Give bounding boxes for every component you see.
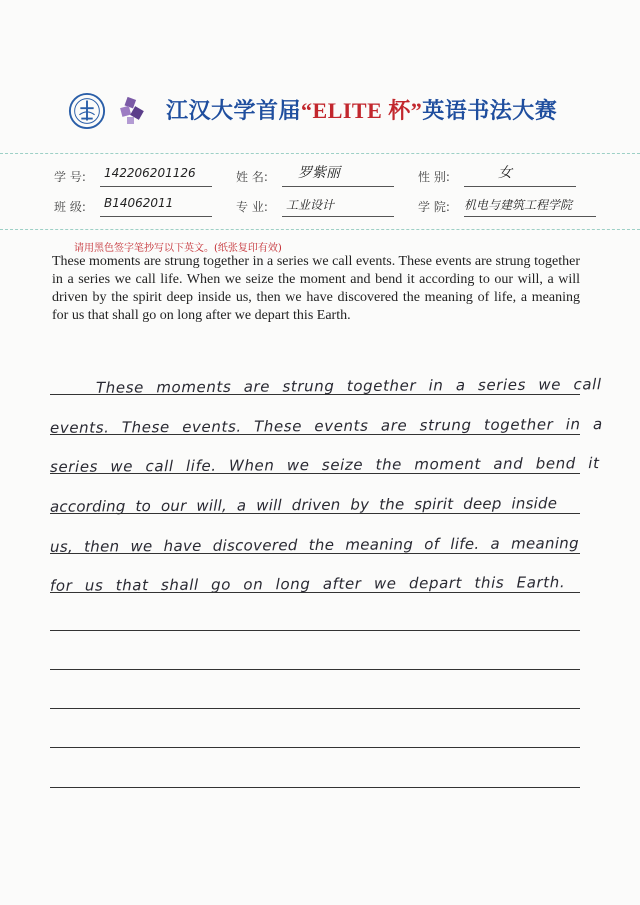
title-elite: “ELITE 杯”	[301, 98, 423, 123]
handwriting-line-6: for us that shall go on long after we depart this Earth.	[49, 573, 566, 595]
gender-label: 性 别:	[418, 170, 450, 184]
ruled-line-8	[50, 669, 580, 670]
university-seal-icon	[68, 92, 106, 130]
contest-logo-icon	[118, 96, 148, 126]
ruled-line-3	[50, 473, 580, 474]
student-id-value: 142206201126	[104, 166, 196, 180]
ruled-line-10	[50, 747, 580, 748]
ruled-line-11	[50, 787, 580, 788]
divider-bottom	[0, 229, 640, 230]
ruled-line-7	[50, 630, 580, 631]
ruled-line-4	[50, 513, 580, 514]
instruction-text: 请用黑色签字笔抄写以下英文。(纸张复印有效)	[74, 243, 282, 254]
name-value: 罗紫丽	[298, 165, 340, 181]
gender-underline	[464, 186, 576, 187]
ruled-line-1	[50, 394, 580, 395]
divider-top	[0, 153, 640, 154]
ruled-line-5	[50, 553, 580, 554]
handwriting-line-2: events. These events. These events are strung together in a	[49, 415, 603, 437]
title-pre: 江汉大学首届	[166, 99, 302, 124]
student-id-underline	[100, 186, 212, 187]
ruled-line-9	[50, 708, 580, 709]
school-underline	[464, 216, 596, 217]
major-underline	[282, 216, 394, 217]
major-value: 工业设计	[286, 198, 335, 212]
class-label: 班 级:	[54, 200, 86, 214]
ruled-line-2	[50, 434, 580, 435]
major-label: 专 业:	[236, 200, 268, 214]
gender-value: 女	[498, 165, 512, 181]
ruled-line-6	[50, 592, 580, 593]
student-id-label: 学 号:	[54, 170, 86, 184]
handwriting-line-3: series we call life. When we seize the moment and bend it	[49, 454, 600, 476]
class-value: B14062011	[104, 196, 174, 210]
handwriting-line-1: These moments are strung together in a series we call	[95, 375, 602, 397]
school-label: 学 院:	[418, 200, 450, 214]
name-underline	[282, 186, 394, 187]
contest-header	[60, 88, 600, 136]
title-post: 英语书法大赛	[422, 99, 558, 124]
reference-passage: These moments are strung together in a series we call events. These events are strung together in a series we call life. When we seize the moment and bend it according to our will, a will driven by the spirit deep inside us, then we have discovered the meaning of life, a meaning for us that shall go on long after we depart this Earth.	[52, 254, 580, 323]
handwriting-line-4: according to our will, a will driven by the spirit deep inside	[49, 494, 558, 516]
name-label: 姓 名:	[236, 170, 268, 184]
contest-title	[166, 94, 557, 125]
school-value: 机电与建筑工程学院	[464, 198, 573, 212]
handwriting-line-5: us, then we have discovered the meaning of life. a meaning	[49, 534, 579, 556]
class-underline	[100, 216, 212, 217]
